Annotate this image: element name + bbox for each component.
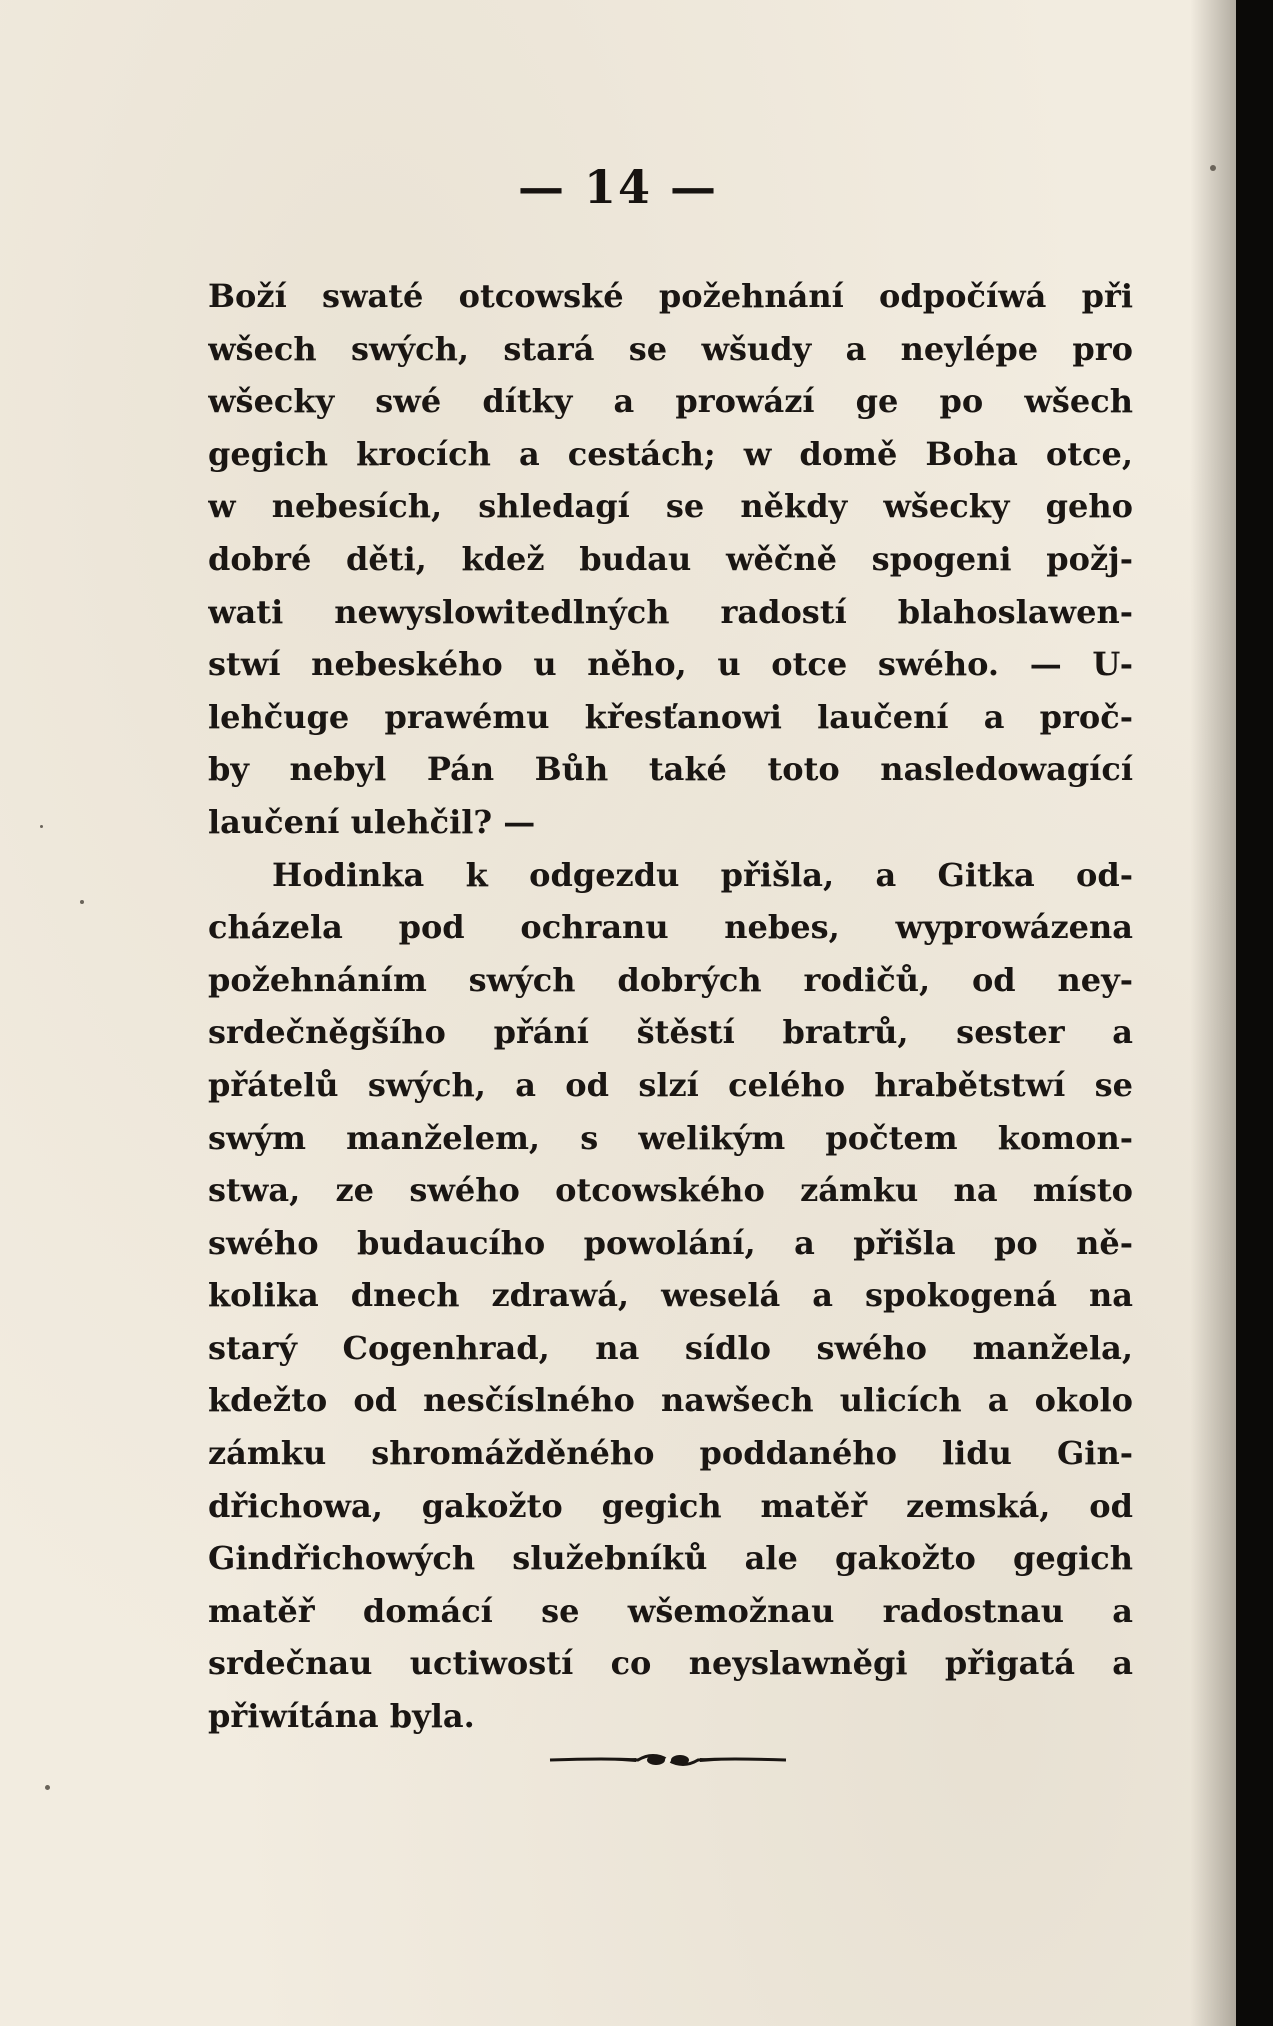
text-line: přiwítána byla.	[208, 1697, 475, 1736]
text-line: starý Cogenhrad, na sídlo swého manžela,	[208, 1328, 1133, 1367]
tailpiece-ornament-icon	[548, 1745, 788, 1775]
text-line: wati newyslowitedlných radostí blahoslawen-	[208, 592, 1133, 631]
binding-shadow	[1190, 0, 1236, 2026]
text-line: kdežto od nesčíslného nawšech ulicích a okolo	[208, 1381, 1133, 1420]
paragraph-1	[208, 270, 1133, 849]
text-line: požehnáním swých dobrých rodičů, od ney-	[208, 960, 1133, 999]
text-line: dobré děti, kdež budau wěčně spogeni požj-	[208, 539, 1133, 578]
text-line: matěř domácí se wšemožnau radostnau a	[208, 1591, 1133, 1630]
text-line: stwa, ze swého otcowského zámku na místo	[208, 1171, 1133, 1210]
text-line: kolika dnech zdrawá, weselá a spokogená na	[208, 1276, 1133, 1315]
text-line: cházela pod ochranu nebes, wyprowázena	[208, 908, 1133, 947]
text-line: by nebyl Pán Bůh také toto nasledowagící	[208, 750, 1133, 789]
text-line: wšech swých, stará se wšudy a neylépe pro	[208, 329, 1133, 368]
text-line: Gindřichowých služebníků ale gakožto gegich	[208, 1539, 1133, 1578]
paragraph-2	[208, 849, 1133, 1743]
text-line: laučení ulehčil? —	[208, 802, 536, 841]
text-line: gegich krocích a cestách; w domě Boha otce,	[208, 434, 1133, 473]
paper-speck	[80, 900, 84, 904]
text-line: dřichowa, gakožto gegich matěř zemská, od	[208, 1486, 1133, 1525]
text-line: Hodinka k odgezdu přišla, a Gitka od-	[272, 855, 1133, 894]
text-line: w nebesích, shledagí se někdy wšecky geho	[208, 487, 1133, 526]
text-line: wšecky swé dítky a prowází ge po wšech	[208, 382, 1133, 421]
text-line: srdečněgšího přání štěstí bratrů, sester a	[208, 1013, 1133, 1052]
page-number: — 14 —	[517, 160, 719, 214]
paper-speck	[1210, 165, 1216, 171]
paper-speck	[45, 1785, 50, 1790]
body-text	[208, 270, 1133, 1743]
text-line: stwí nebeského u něho, u otce swého. — U-	[208, 645, 1133, 684]
paper-speck	[40, 825, 43, 828]
text-line: přátelů swých, a od slzí celého hrabětstwí se	[208, 1065, 1133, 1104]
text-line: lehčuge prawému křesťanowi laučení a proč-	[208, 697, 1133, 736]
text-line: Boží swaté otcowské požehnání odpočíwá při	[208, 277, 1133, 315]
text-line: swého budaucího powolání, a přišla po ně-	[208, 1223, 1133, 1262]
text-line: swým manželem, s welikým počtem komon-	[208, 1118, 1133, 1157]
text-line: srdečnau uctiwostí co neyslawněgi přigatá a	[208, 1644, 1133, 1683]
text-line: zámku shromážděného poddaného lidu Gin-	[208, 1434, 1133, 1473]
scan-edge	[1236, 0, 1273, 2026]
